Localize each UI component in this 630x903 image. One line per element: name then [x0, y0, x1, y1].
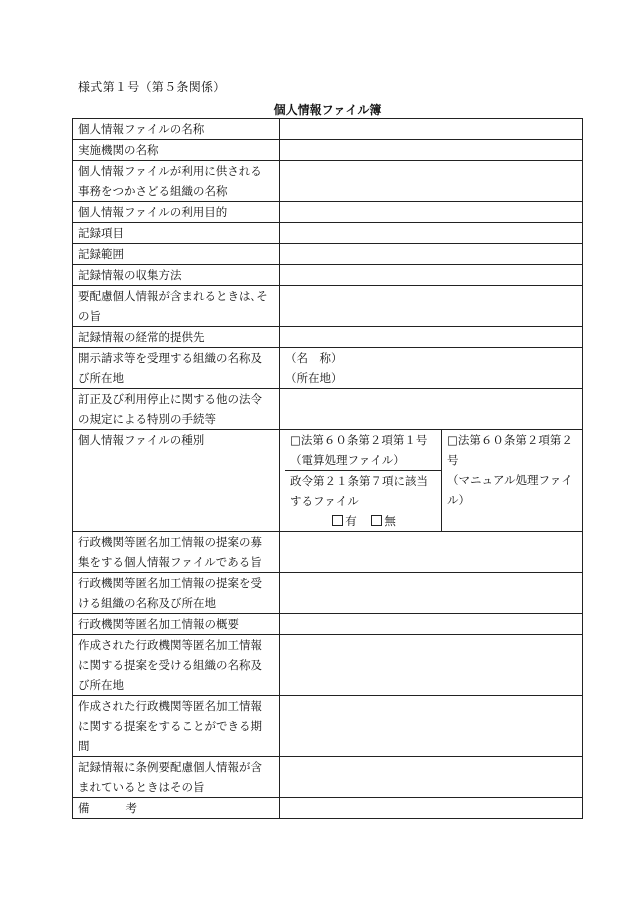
label-sensitive-info — [73, 286, 280, 327]
label-line: の規定による特別の手続等 — [78, 412, 216, 426]
ordinance-line: 政令第２１条第７項に該当 — [290, 474, 428, 488]
label-collection-method: 記録情報の収集方法 — [73, 265, 280, 286]
remarks-char-1: 備 — [78, 801, 90, 815]
value-provision[interactable] — [280, 327, 583, 348]
disclosure-name-label: （名 称） — [285, 351, 343, 365]
type-electronic-option[interactable] — [285, 430, 442, 471]
value-record-items[interactable] — [280, 223, 583, 244]
yes-label: 有 — [345, 514, 357, 528]
label-record-scope: 記録範囲 — [73, 244, 280, 265]
label-file-type: 個人情報ファイルの種別 — [73, 430, 280, 532]
label-line: 事務をつかさどる組織の名称 — [78, 184, 228, 198]
value-remarks[interactable] — [280, 798, 583, 819]
label-line: 行政機関等匿名加工情報の提案の募 — [78, 535, 262, 549]
yes-checkbox[interactable] — [332, 515, 343, 526]
table-row — [73, 119, 583, 140]
value-created-org[interactable] — [280, 635, 583, 696]
label-line: 作成された行政機関等匿名加工情報 — [78, 638, 262, 652]
ordinance-file-cell — [285, 471, 442, 532]
table-row — [73, 140, 583, 161]
option-line: （マニュアル処理ファイ — [447, 473, 573, 487]
value-collection-method[interactable] — [280, 265, 583, 286]
form-number: 様式第１号（第５条関係） — [78, 80, 226, 94]
value-ordinance-sensitive[interactable] — [280, 757, 583, 798]
value-disclosure-org[interactable] — [280, 348, 583, 389]
table-row — [73, 614, 583, 635]
value-anon-org[interactable] — [280, 573, 583, 614]
table-row — [73, 223, 583, 244]
label-line: び所在地 — [78, 678, 124, 692]
value-anon-summary[interactable] — [280, 614, 583, 635]
label-line: 集をする個人情報ファイルである旨 — [78, 555, 262, 569]
label-correction-procedure — [73, 389, 280, 430]
label-line: まれているときはその旨 — [78, 780, 205, 794]
remarks-char-2: 考 — [125, 801, 137, 815]
option-line: □法第６０条第２項第２ — [447, 433, 573, 447]
value-purpose[interactable] — [280, 202, 583, 223]
table-row — [73, 757, 583, 798]
label-line: 間 — [78, 739, 90, 753]
label-created-period — [73, 696, 280, 757]
label-created-org — [73, 635, 280, 696]
label-ordinance-sensitive — [73, 757, 280, 798]
label-anon-summary: 行政機関等匿名加工情報の概要 — [73, 614, 280, 635]
ordinance-line: するファイル — [290, 494, 359, 508]
document-title: 個人情報ファイル簿 — [273, 103, 382, 117]
value-correction-procedure[interactable] — [280, 389, 583, 430]
table-row — [73, 696, 583, 757]
value-created-period[interactable] — [280, 696, 583, 757]
table-row — [73, 202, 583, 223]
label-line: 要配慮個人情報が含まれるときは､そ — [78, 289, 268, 303]
disclosure-address-label: （所在地） — [285, 371, 343, 385]
table-row — [73, 389, 583, 430]
label-line: 開示請求等を受理する組織の名称及 — [78, 351, 262, 365]
file-register-table — [72, 118, 583, 819]
table-row — [73, 430, 583, 532]
value-sensitive-info[interactable] — [280, 286, 583, 327]
no-label: 無 — [384, 514, 396, 528]
label-line: び所在地 — [78, 371, 124, 385]
option-line: 号 — [447, 453, 459, 467]
label-line: 行政機関等匿名加工情報の提案を受 — [78, 576, 262, 590]
no-checkbox[interactable] — [371, 515, 382, 526]
label-anon-org — [73, 573, 280, 614]
table-row — [73, 532, 583, 573]
value-file-name[interactable] — [280, 119, 583, 140]
label-line: ける組織の名称及び所在地 — [78, 596, 216, 610]
table-row — [73, 348, 583, 389]
label-organization — [73, 161, 280, 202]
label-line: 作成された行政機関等匿名加工情報 — [78, 699, 262, 713]
table-row — [73, 265, 583, 286]
table-row — [73, 327, 583, 348]
option-line: ル） — [447, 493, 470, 507]
label-remarks — [73, 798, 280, 819]
value-anon-recruit[interactable] — [280, 532, 583, 573]
label-line: 記録情報に条例要配慮個人情報が含 — [78, 760, 262, 774]
table-row — [73, 635, 583, 696]
value-file-type — [280, 430, 583, 532]
label-line: の旨 — [78, 309, 101, 323]
option-line: （電算処理ファイル） — [290, 453, 405, 467]
label-disclosure-org — [73, 348, 280, 389]
label-line: 個人情報ファイルが利用に供される — [78, 164, 262, 178]
table-row — [73, 798, 583, 819]
yes-no-checkboxes — [290, 511, 438, 531]
label-line: に関する提案を受ける組織の名称及 — [78, 658, 262, 672]
label-anon-recruit — [73, 532, 280, 573]
label-purpose: 個人情報ファイルの利用目的 — [73, 202, 280, 223]
file-type-grid — [285, 430, 579, 531]
value-agency[interactable] — [280, 140, 583, 161]
label-record-items: 記録項目 — [73, 223, 280, 244]
type-manual-option[interactable] — [442, 430, 580, 531]
label-line: 訂正及び利用停止に関する他の法令 — [78, 392, 262, 406]
label-line: に関する提案をすることができる期 — [78, 719, 262, 733]
table-row — [73, 286, 583, 327]
label-provision: 記録情報の経常的提供先 — [73, 327, 280, 348]
table-row — [73, 244, 583, 265]
table-row — [73, 573, 583, 614]
value-organization[interactable] — [280, 161, 583, 202]
table-row — [73, 161, 583, 202]
option-line: □法第６０条第２項第１号 — [290, 433, 428, 447]
label-agency: 実施機関の名称 — [73, 140, 280, 161]
label-file-name: 個人情報ファイルの名称 — [73, 119, 280, 140]
value-record-scope[interactable] — [280, 244, 583, 265]
